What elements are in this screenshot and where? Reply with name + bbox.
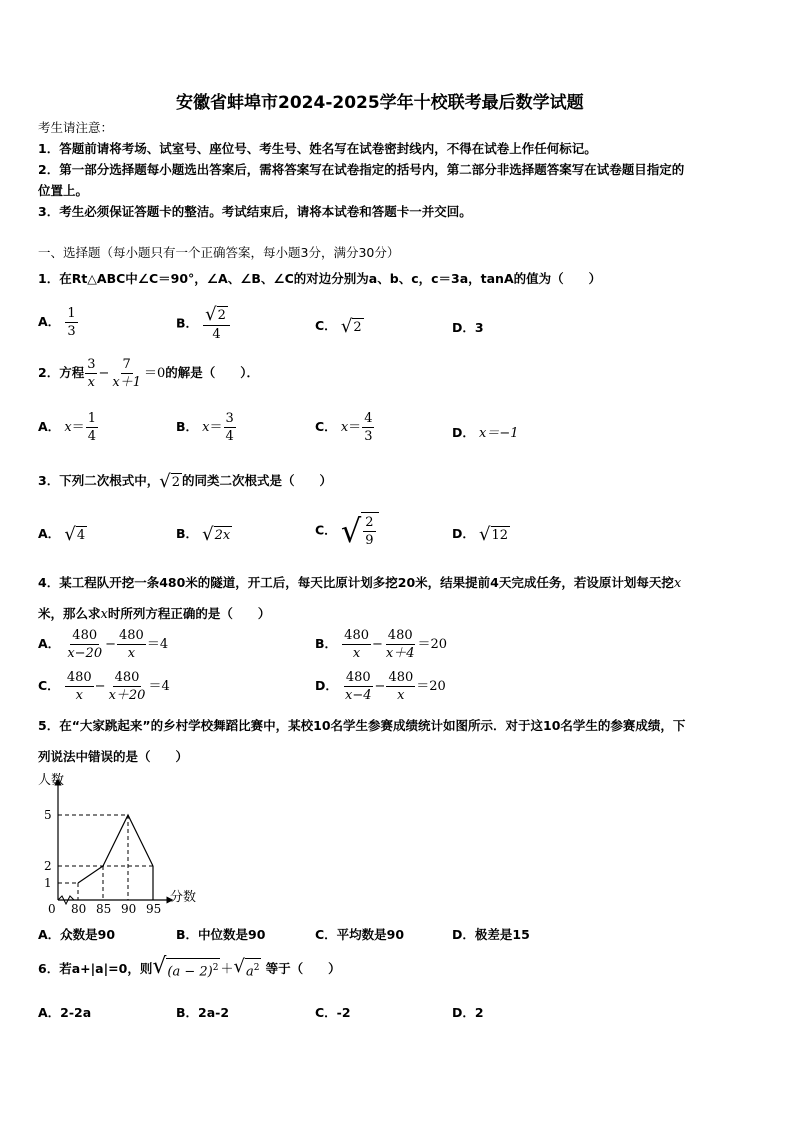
fraction: $\frac{1}{3}$ xyxy=(67,306,76,339)
option-label: C． xyxy=(315,522,337,538)
sqrt: √ $(a - 2)^2$ xyxy=(152,954,219,980)
sqrt: √ 4 xyxy=(64,523,86,545)
fraction: $\frac{7}{x+1}$ xyxy=(112,357,141,390)
q2-option-c: C． x＝ $\frac{4}{3}$ xyxy=(315,411,373,444)
fraction: $\frac{480}{x+4}$ xyxy=(385,628,415,661)
q4-option-a: A． $\frac{480}{x-20}$ − $\frac{480}{x}$ ＝4 xyxy=(38,628,169,661)
q4-option-d: D． $\frac{480}{x-4}$ − $\frac{480}{x}$ ＝20 xyxy=(315,670,446,703)
q6-option-d: D．2 xyxy=(452,1005,484,1020)
q6-stem: 6．若a+|a|=0，则 √ $(a - 2)^2$ ＋ √ $a^2$ 等于（ ） xyxy=(38,954,341,980)
option-label: D． xyxy=(452,526,475,541)
y-tick-label-5: 5 xyxy=(44,808,52,822)
q1-option-c xyxy=(315,316,364,336)
q3-option-a xyxy=(38,524,87,544)
q4-option-b: B． $\frac{480}{x}$ − $\frac{480}{x+4}$ ＝20 xyxy=(315,628,448,661)
fraction: $\frac{3}{4}$ xyxy=(225,411,234,444)
fraction: $\frac{2}{9}$ xyxy=(365,515,374,548)
fraction: $\frac{480}{x}$ xyxy=(66,670,92,703)
fraction: $\frac{480}{x+20}$ xyxy=(108,670,146,703)
q5-line-1: 5．在“大家跳起来”的乡村学校舞蹈比赛中，某校10名学生参赛成绩统计如图所示．对于这10名学生的参赛成绩，下 xyxy=(38,718,686,733)
option-label: C． xyxy=(315,419,337,434)
section-heading: 一、选择题（每小题只有一个正确答案，每小题3分，满分30分） xyxy=(38,245,400,260)
option-label: A． xyxy=(38,419,61,434)
fraction: $\frac{4}{3}$ xyxy=(364,411,373,444)
notice-item-2-cont: 位置上。 xyxy=(38,183,89,198)
option-label: C． xyxy=(315,318,337,333)
notice-item-1: 1．答题前请将考场、试室号、座位号、考生号、姓名写在试卷密封线内，不得在试卷上作任何标记。 xyxy=(38,141,597,156)
score-line-chart xyxy=(38,772,218,918)
q3-option-c xyxy=(315,512,379,550)
q5-option-d: D．极差是15 xyxy=(452,927,530,942)
fraction: $\frac{3}{x}$ xyxy=(87,357,96,390)
fraction: $\frac{480}{x}$ xyxy=(388,670,414,703)
q1-stem: 1．在Rt△ABC中∠C＝90°，∠A、∠B、∠C的对边分别为a、b、c，c＝3a，tanA的值为（ ） xyxy=(38,271,602,286)
q6-option-c: C．-2 xyxy=(315,1005,351,1020)
fraction: $\frac{480}{x-20}$ xyxy=(67,628,103,661)
q4-line-2: 米，那么求x时所列方程正确的是（ ） xyxy=(38,606,271,622)
q6-option-a: A．2-2a xyxy=(38,1005,92,1020)
option-label: A． xyxy=(38,636,61,651)
option-label: C． xyxy=(38,678,60,693)
option-label: D． xyxy=(452,425,475,440)
notice-heading: 考生请注意： xyxy=(38,120,114,135)
sqrt: √ 2x xyxy=(202,523,231,545)
q5-option-c: C．平均数是90 xyxy=(315,927,405,942)
option-label: B． xyxy=(315,636,338,651)
x-tick-label-85: 85 xyxy=(96,902,112,916)
fraction: √ 2 4 xyxy=(203,306,230,342)
option-label: A． xyxy=(38,314,61,329)
q1-option-b xyxy=(176,306,231,342)
x-tick-label-95: 95 xyxy=(146,902,162,916)
q6-option-b: B．2a-2 xyxy=(176,1005,230,1020)
option-label: B． xyxy=(176,315,199,331)
y-tick-label-2: 2 xyxy=(44,859,52,873)
q2-option-a: A． x＝ $\frac{1}{4}$ xyxy=(38,411,96,444)
sqrt: √ 2 xyxy=(340,315,362,337)
option-label: B． xyxy=(176,526,199,541)
q3-stem: 3．下列二次根式中， √ 2 的同类二次根式是（ ） xyxy=(38,470,332,492)
q3-option-b xyxy=(176,524,232,544)
x-axis-label: 分数 xyxy=(170,890,197,905)
sqrt: √ 2 xyxy=(159,470,180,492)
y-axis-label: 人数 xyxy=(38,773,65,788)
series-line xyxy=(78,815,153,883)
x-tick-label-90: 90 xyxy=(121,902,137,916)
option-label: A． xyxy=(38,526,61,541)
origin-label: 0 xyxy=(48,902,56,916)
fraction: $\frac{480}{x}$ xyxy=(119,628,144,661)
q2-option-d: D． x＝−1 xyxy=(452,425,519,441)
q4-option-c: C． $\frac{480}{x}$ − $\frac{480}{x+20}$ ＝4 xyxy=(38,670,170,703)
sqrt: √ 12 xyxy=(479,523,509,545)
option-label: D． xyxy=(315,678,338,693)
q1-option-d: D．3 xyxy=(452,320,484,335)
fraction: $\frac{480}{x}$ xyxy=(344,628,369,661)
sqrt: √ $\frac{2}{9}$ xyxy=(341,512,379,550)
q5-option-a: A．众数是90 xyxy=(38,927,116,942)
notice-item-2: 2．第一部分选择题每小题选出答案后，需将答案写在试卷指定的括号内，第二部分非选择题答案写在试卷题目指定的 xyxy=(38,162,685,177)
y-tick-label-1: 1 xyxy=(44,876,52,890)
notice-item-3: 3．考生必须保证答题卡的整洁。考试结束后，请将本试卷和答题卡一并交回。 xyxy=(38,204,472,219)
page-title: 安徽省蚌埠市2024-2025学年十校联考最后数学试题 xyxy=(176,93,584,113)
q1-option-a xyxy=(38,306,79,339)
sqrt: √ $a^2$ xyxy=(233,956,260,980)
x-tick-label-80: 80 xyxy=(71,902,87,916)
q3-option-d xyxy=(452,524,510,544)
fraction: $\frac{1}{4}$ xyxy=(87,411,96,444)
q2-option-b: B． x＝ $\frac{3}{4}$ xyxy=(176,411,234,444)
q5-option-b: B．中位数是90 xyxy=(176,927,266,942)
option-label: B． xyxy=(176,419,199,434)
fraction: $\frac{480}{x-4}$ xyxy=(345,670,372,703)
q4-line-1: 4．某工程队开挖一条480米的隧道，开工后，每天比原计划多挖20米，结果提前4天完成任务，若设原计划每天挖x xyxy=(38,575,682,591)
q2-stem: 2．方程 $\frac{3}{x}$ − $\frac{7}{x+1}$ ＝0的解是（ ）． xyxy=(38,357,260,390)
q5-line-2: 列说法中错误的是（ ） xyxy=(38,749,189,764)
sqrt: √ 2 xyxy=(205,304,226,325)
